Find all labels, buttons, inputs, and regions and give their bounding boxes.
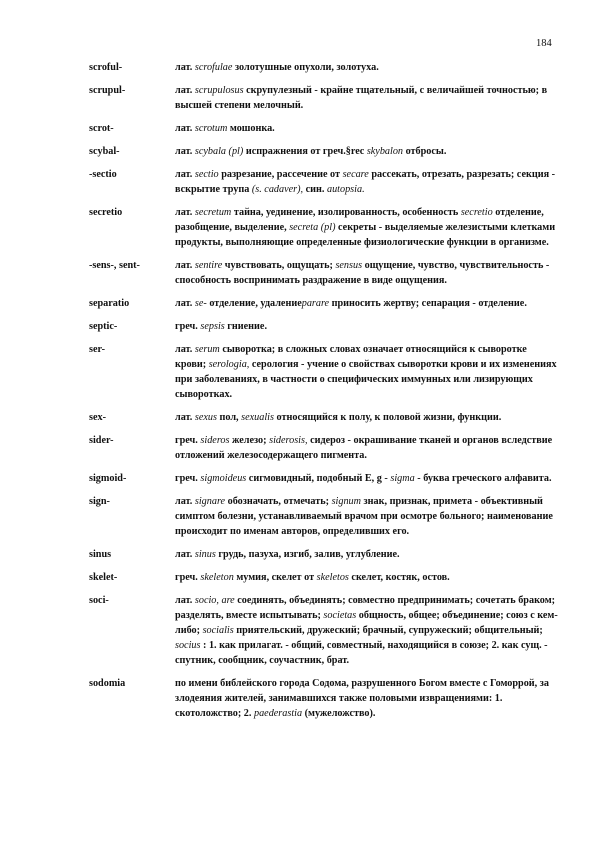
definition-italic-segment: secare: [342, 169, 369, 180]
definition-segment: ощущение, чувство, чувствительность - способность воспринимать раздражение в виде ощущения.: [175, 260, 550, 286]
definition-segment: золотушные опухоли, золотуха.: [232, 62, 379, 73]
definition-segment: отбросы.: [403, 146, 447, 157]
definition-italic-segment: signum: [331, 496, 361, 507]
definition-italic-segment: sentire: [194, 260, 223, 271]
definition-segment: скелет, костяк, остов.: [348, 572, 450, 583]
definition-segment: сигмовидный, подобный Е, g -: [246, 473, 391, 484]
definition-italic-segment: (s. cadaver),: [251, 184, 304, 195]
entry-term: soci-: [89, 595, 109, 606]
definition-italic-segment: socialis: [202, 625, 234, 636]
entry-definition: [175, 433, 559, 463]
definition-segment: железо;: [229, 435, 270, 446]
definition-segment: лат.: [175, 123, 195, 134]
dictionary-entry: [89, 570, 559, 585]
definition-segment: лат.: [175, 298, 195, 309]
dictionary-entry: [89, 471, 559, 486]
definition-segment: : 1. как прилагат. - общий, совместный, находящийся в союзе; 2. как сущ. - спутник, сообщник, соучастник, брат.: [175, 640, 548, 666]
dictionary-entry: [89, 144, 559, 159]
definition-segment: чувствовать, ощущать;: [222, 260, 336, 271]
definition-italic-segment: sigma: [390, 473, 415, 484]
definition-italic-segment: signare: [194, 496, 226, 507]
entry-definition: [175, 319, 559, 334]
definition-segment: син.: [303, 184, 327, 195]
definition-segment: отделение, разобщение, выделение,: [175, 207, 544, 233]
definition-italic-segment: skeleton: [200, 572, 234, 583]
entry-definition: [175, 410, 559, 425]
definition-segment: приносить жертву; сепарация - отделение.: [329, 298, 527, 309]
definition-italic-segment: serum: [194, 344, 220, 355]
definition-italic-segment: sexualis: [241, 412, 274, 423]
definition-segment: по имени библейского города Содома, разрушенного Богом вместе с Гоморрой, за злодеяния жителей, занимавшихся также половыми извращениями: 1. скотоложство; 2.: [175, 678, 549, 719]
dictionary-entry: [89, 319, 559, 334]
definition-segment: знак, признак, примета - объективный симптом болезни, устанавливаемый врачом при осмотре больного; наименование происходит по именам авторов, определивших его.: [175, 496, 553, 537]
definition-segment: приятельский, дружеский; брачный, супружеский; общительный;: [233, 625, 543, 636]
dictionary-entry: [89, 547, 559, 562]
entry-definition: [175, 121, 559, 136]
definition-italic-segment: serologia,: [208, 359, 250, 370]
entry-term: scroful-: [89, 62, 123, 73]
definition-segment: общность, общее; объединение; союз с кем-либо;: [175, 610, 558, 636]
entry-definition: [175, 205, 559, 250]
entry-term: skelet-: [89, 572, 118, 583]
dictionary-entry: [89, 593, 559, 668]
entry-definition: [175, 342, 559, 402]
entry-term: scrupul-: [89, 85, 126, 96]
entry-term: septic-: [89, 321, 118, 332]
definition-segment: разрезание, рассечение от: [218, 169, 343, 180]
entry-definition: [175, 570, 559, 585]
definition-segment: лат.: [175, 146, 195, 157]
dictionary-entry: [89, 676, 559, 721]
definition-segment: тайна, уединение, изолированность, особенность: [231, 207, 461, 218]
definition-segment: греч.: [175, 473, 201, 484]
definition-italic-segment: paederastia: [253, 708, 303, 719]
definition-segment: мошонка.: [227, 123, 275, 134]
definition-italic-segment: sepsis: [200, 321, 225, 332]
definition-segment: отделение, удаление: [206, 298, 302, 309]
dictionary-entry: [89, 433, 559, 463]
entry-definition: [175, 296, 559, 311]
dictionary-entry: [89, 205, 559, 250]
definition-segment: лат.: [175, 260, 195, 271]
definition-segment: секреты - выделяемые железистыми клетками продукты, выполняющие определенные физиологические функции в организме.: [175, 222, 556, 248]
definition-segment: лат.: [175, 496, 195, 507]
definition-segment: лат.: [175, 412, 195, 423]
dictionary-entry: [89, 494, 559, 539]
entry-definition: [175, 494, 559, 539]
definition-segment: скрупулезный - крайне тщательный, с величайшей точностью; в высшей степени мелочный.: [175, 85, 548, 111]
definition-italic-segment: sexus: [194, 412, 217, 423]
definition-segment: греч.: [175, 435, 201, 446]
definition-segment: лат.: [175, 62, 195, 73]
definition-italic-segment: sectio: [194, 169, 219, 180]
dictionary-entry: [89, 296, 559, 311]
definition-italic-segment: autopsia.: [326, 184, 365, 195]
definition-italic-segment: sensus: [335, 260, 363, 271]
entry-definition: [175, 83, 559, 113]
definition-italic-segment: scybala (pl): [194, 146, 244, 157]
dictionary-entry: [89, 342, 559, 402]
definition-italic-segment: secretio: [460, 207, 493, 218]
definition-segment: мумия, скелет от: [233, 572, 317, 583]
definition-segment: греч.: [175, 572, 201, 583]
definition-segment: серология - учение о свойствах сыворотки крови и их изменениях при заболеваниях, в частности о специфических иммунных или лизирующих сыворотках.: [175, 359, 557, 400]
definition-segment: относящийся к полу, к половой жизни, функции.: [273, 412, 502, 423]
entry-definition: [175, 547, 559, 562]
entry-term: sigmoid-: [89, 473, 127, 484]
definition-italic-segment: skybalon: [366, 146, 404, 157]
entry-term: -sens-, sent-: [89, 260, 140, 271]
entry-definition: [175, 60, 559, 75]
entry-definition: [175, 593, 559, 668]
entry-term: sex-: [89, 412, 106, 423]
definition-segment: соединять, объединять; совместно предпринимать; сочетать браком; разделять, вместе испытывать;: [175, 595, 556, 621]
definition-segment: рассекать, отрезать, разрезать; секция - вскрытие трупа: [175, 169, 556, 195]
definition-segment: грудь, пазуха, изгиб, залив, углубление.: [215, 549, 400, 560]
definition-italic-segment: scrofulae: [194, 62, 233, 73]
definition-segment: сыворотка; в сложных словах означает относящийся к сыворотке крови;: [175, 344, 527, 370]
definition-segment: греч.: [175, 321, 201, 332]
entry-definition: [175, 144, 559, 159]
entry-term: scrot-: [89, 123, 114, 134]
entry-term: sodomia: [89, 678, 126, 689]
definition-italic-segment: secreta (pl): [289, 222, 336, 233]
entry-term: sign-: [89, 496, 110, 507]
definition-italic-segment: secretum: [194, 207, 232, 218]
definition-italic-segment: sideros: [200, 435, 230, 446]
definition-segment: (мужеложство).: [302, 708, 376, 719]
entry-definition: [175, 258, 559, 288]
dictionary-entries: [89, 60, 559, 729]
entry-term: -sectio: [89, 169, 117, 180]
definition-segment: лат.: [175, 595, 195, 606]
entry-term: sider-: [89, 435, 114, 446]
definition-segment: лат.: [175, 85, 195, 96]
definition-italic-segment: scrupulosus: [194, 85, 244, 96]
entry-term: scybal-: [89, 146, 120, 157]
definition-italic-segment: parare: [301, 298, 330, 309]
definition-italic-segment: se-: [194, 298, 207, 309]
definition-italic-segment: sigmoideus: [200, 473, 247, 484]
entry-definition: [175, 471, 559, 486]
definition-italic-segment: siderosis,: [269, 435, 308, 446]
dictionary-entry: [89, 60, 559, 75]
definition-italic-segment: socius: [175, 640, 201, 651]
definition-segment: лат.: [175, 207, 195, 218]
entry-term: sinus: [89, 549, 112, 560]
dictionary-entry: [89, 410, 559, 425]
definition-segment: сидероз - окрашивание тканей и органов вследствие отложений железосодержащего пигмента.: [175, 435, 553, 461]
definition-segment: лат.: [175, 344, 195, 355]
definition-italic-segment: scrotum: [194, 123, 228, 134]
definition-italic-segment: socio, are: [194, 595, 235, 606]
definition-segment: пол,: [216, 412, 242, 423]
page-number: 184: [536, 38, 552, 49]
definition-italic-segment: sinus: [194, 549, 216, 560]
definition-segment: лат.: [175, 169, 195, 180]
definition-segment: обозначать, отмечать;: [225, 496, 332, 507]
definition-italic-segment: skeletos: [316, 572, 349, 583]
definition-segment: лат.: [175, 549, 195, 560]
dictionary-entry: [89, 83, 559, 113]
definition-segment: - буква греческого алфавита.: [414, 473, 552, 484]
entry-definition: [175, 676, 559, 721]
definition-segment: гниение.: [224, 321, 267, 332]
entry-term: ser-: [89, 344, 106, 355]
dictionary-entry: [89, 258, 559, 288]
dictionary-entry: [89, 121, 559, 136]
definition-segment: испражнения от греч.§rec: [243, 146, 367, 157]
dictionary-entry: [89, 167, 559, 197]
definition-italic-segment: societas: [323, 610, 357, 621]
entry-definition: [175, 167, 559, 197]
entry-term: separatio: [89, 298, 130, 309]
entry-term: secretio: [89, 207, 123, 218]
